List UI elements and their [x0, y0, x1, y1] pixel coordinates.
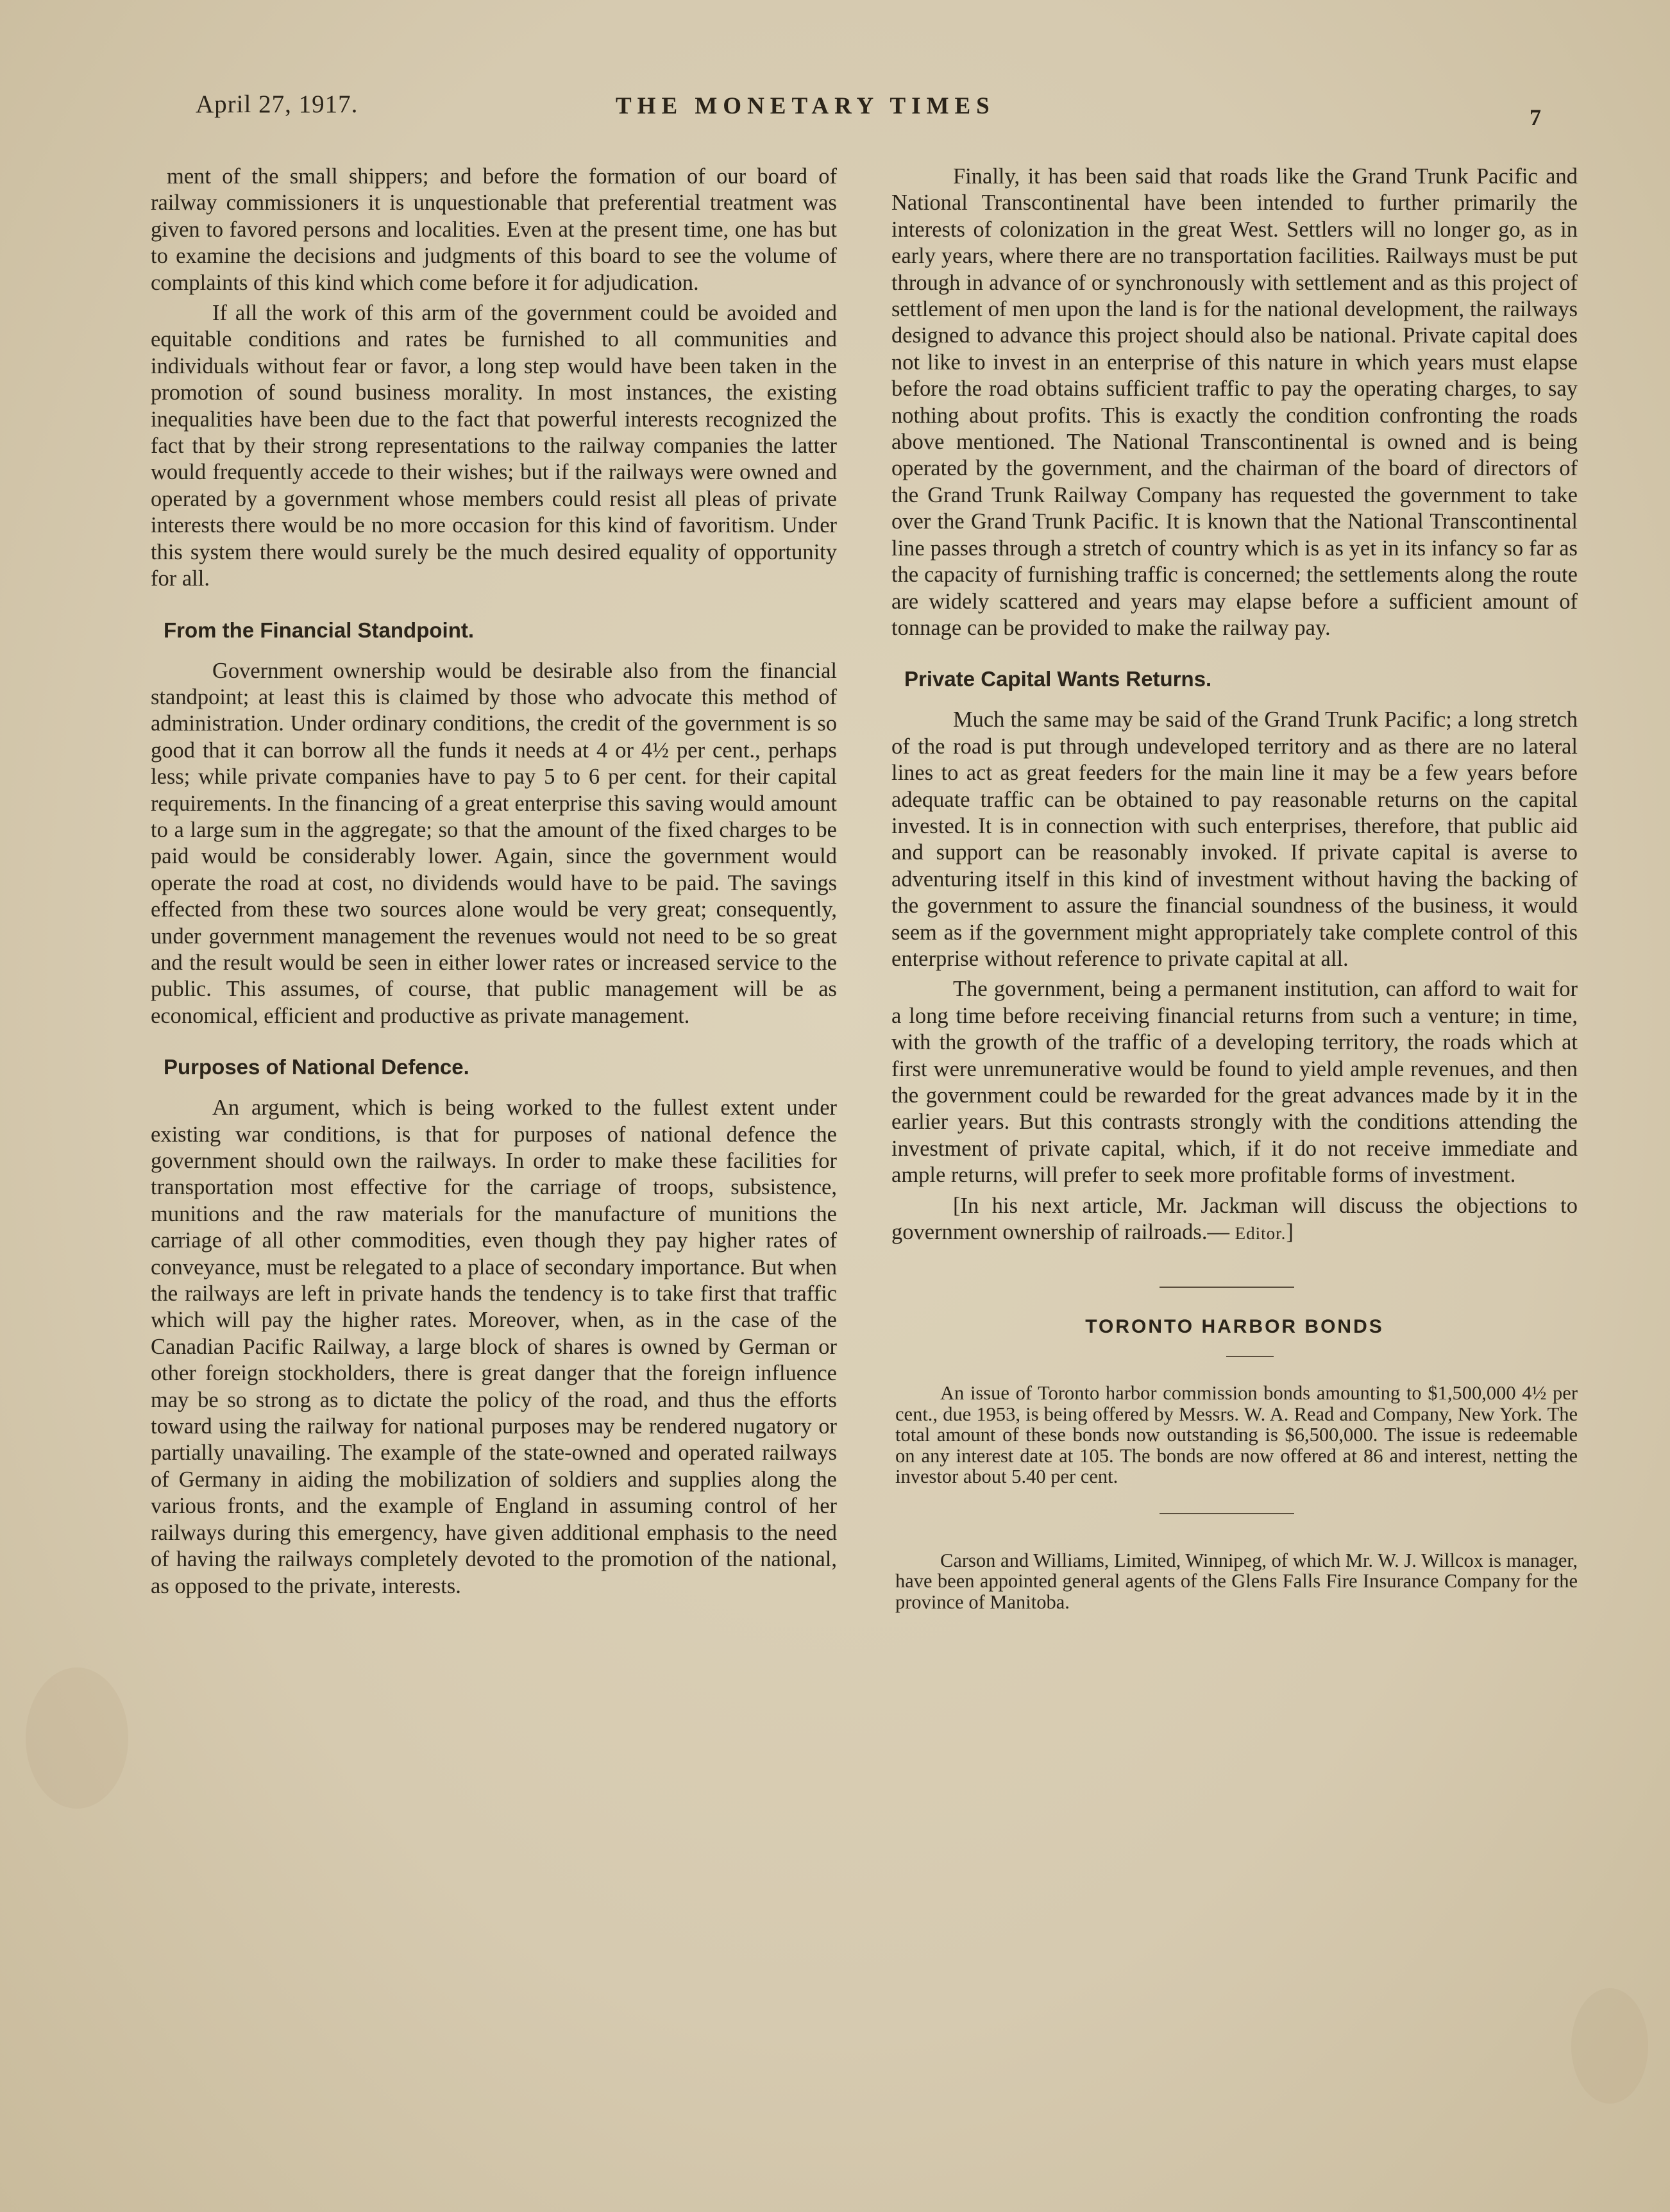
page-number: 7: [1530, 105, 1541, 130]
paragraph: Government ownership would be desirable also from the financial standpoint; at least this is claimed by those who advocate this method of administration. Under ordinary conditions, the credit of the government is so good that it can borrow all the funds it needs at 4 or 4½ per cent., perhaps less; while private companies have to pay 5 to 6 per cent. for their capital requirements. In the financing of a great enterprise this saving would amount to a large sum in the aggregate; so that the amount of the fixed charges to be paid would be considerably lower. Again, since the government would operate the road at cost, no dividends would have to be paid. The savings effected from these two sources alone would be very great; consequently, under government management the revenues would not need to be so great and the result would be seen in either lower rates or increased service to the public. This assumes, of course, that public management will be as economical, efficient and productive as private management.: [151, 658, 837, 1028]
paragraph: ment of the small shippers; and before the formation of our board of railway commissioners it is unquestionable that preferential treatment was given to favored persons and localities. Even at the present time, one has but to examine the decisions and judgments of this board to see the volume of complaints of this kind which come before it for adjudication.: [151, 164, 837, 295]
section-heading: Private Capital Wants Returns.: [904, 667, 1212, 691]
news-item: Carson and Williams, Limited, Winnipeg, of which Mr. W. J. Willcox is manager, have been appointed general agents of the Glens Falls Fire Insurance Company for the province of Manitoba.: [895, 1549, 1578, 1613]
page-header: [0, 90, 1670, 128]
editor-note-text: [In his next article, Mr. Jackman will discuss the objections to government ownership of railroads.—: [891, 1193, 1578, 1245]
section-heading: From the Financial Standpoint.: [164, 618, 475, 642]
editor-note: [891, 1193, 1578, 1247]
section-heading: Purposes of National Defence.: [164, 1055, 469, 1079]
divider-rule: [1160, 1287, 1294, 1288]
paragraph: Much the same may be said of the Grand Trunk Pacific; a long stretch of the road is put through undeveloped territory and as there are no lateral lines to act as great feeders for the main line it may be a few years before adequate traffic can be obtained to pay reasonable returns on the capital invested. It is in connection with such enterprises, therefore, that public aid and support can be reasonably invoked. If private capital is averse to adventuring itself in this kind of investment without having the backing of the government to assure the financial soundness of the business, it would seem as if the government might appropriately take complete control of this enterprise without reference to private capital at all.: [891, 707, 1578, 971]
paragraph: If all the work of this arm of the government could be avoided and equitable conditions and rates be furnished to all communities and individuals without fear or favor, a long step would have been taken in the promotion of sound business morality. In most instances, the existing inequalities have been due to the fact that powerful interests recognized the fact that by their strong representations to the railway companies the latter would frequently accede to their wishes; but if the railways were owned and operated by a government whose members could resist all pleas of private interests there would be no more occasion for this kind of favoritism. Under this system there would surely be the much desired equality of opportunity for all.: [151, 301, 837, 591]
publication-title: THE MONETARY TIMES: [616, 93, 995, 119]
editor-note-close: ]: [1286, 1220, 1294, 1245]
divider-rule-short: [1226, 1356, 1274, 1357]
paragraph: An argument, which is being worked to the fullest extent under existing war conditions, is that for purposes of national defence the government should own the railways. In order to make these facilities for transportation most effective for the carriage of troops, subsistence, munitions and the raw materials for the manufacture of munitions the carriage of all other commodities, even though they pay higher rates of conveyance, must be relegated to a place of secondary importance. But when the railways are left in private hands the tendency is to take first that traffic which will pay the higher rates. Moreover, when, as in the case of the Canadian Pacific Railway, a large block of shares is owned by German or other foreign stockholders, there is great danger that the foreign influence may be so strong as to dictate the policy of the road, and thus the efforts toward using the railway for national purposes may be rendered nugatory or partially unavailing. The example of the state-owned and operated railways of Germany in aiding the mobilization of soldiers and supplies along the various fronts, and the example of England in assuming control of her railways during this emergency, have given additional emphasis to the need of having the railways completely devoted to the promotion of the national, as opposed to the private, interests.: [151, 1095, 837, 1598]
issue-date: April 27, 1917.: [196, 90, 358, 118]
paragraph: The government, being a permanent institution, can afford to wait for a long time before receiving financial returns from such a venture; in time, with the growth of the traffic of a developing territory, the roads which at first were unremunerative would be found to yield ample revenues, and then the government could be rewarded for the great advances made by it in the earlier years. But this contrasts strongly with the conditions attending the investment of private capital, which, if it do not receive immediate and ample returns, will prefer to seek more profitable forms of investment.: [891, 977, 1578, 1188]
paragraph: Finally, it has been said that roads like the Grand Trunk Pacific and National Transcontinental have been intended to further primarily the interests of colonization in the great West. Settlers will no longer go, as in early years, where there are no transportation facilities. Railways must be put through in advance of or synchronously with settlement and as this project of settlement of men upon the land is for the national development, the railways designed to advance this project should also be national. Private capital does not like to invest in an enterprise of this nature in which years must elapse before the road obtains sufficient traffic to pay the operating charges, to say nothing about profits. This is exactly the condition confronting the roads above mentioned. The National Transcontinental is owned and is being operated by the government, and the chairman of the board of directors of the Grand Trunk Railway Company has requested the government to take over the Grand Trunk Pacific. It is known that the National Transcontinental line passes through a stretch of country which is as yet in its infancy so far as the capacity of furnishing traffic is concerned; the settlements along the route are widely scattered and years may elapse before a sufficient amount of tonnage can be provided to make the railway pay.: [891, 164, 1578, 640]
right-column: [891, 164, 1578, 1612]
article-heading: TORONTO HARBOR BONDS: [1085, 1316, 1384, 1338]
editor-signature: Editor.: [1235, 1224, 1286, 1244]
paper-stain: [26, 1667, 128, 1809]
divider-rule: [1160, 1513, 1294, 1514]
paper-stain: [1571, 1988, 1648, 2104]
left-column: [151, 164, 837, 1603]
news-item: An issue of Toronto harbor commission bonds amounting to $1,500,000 4½ per cent., due 1953, is being offered by Messrs. W. A. Read and Company, New York. The total amount of these bonds now outstanding is $6,500,000. The issue is redeemable on any interest date at 105. The bonds are now offered at 86 and interest, netting the investor about 5.40 per cent.: [895, 1382, 1578, 1488]
